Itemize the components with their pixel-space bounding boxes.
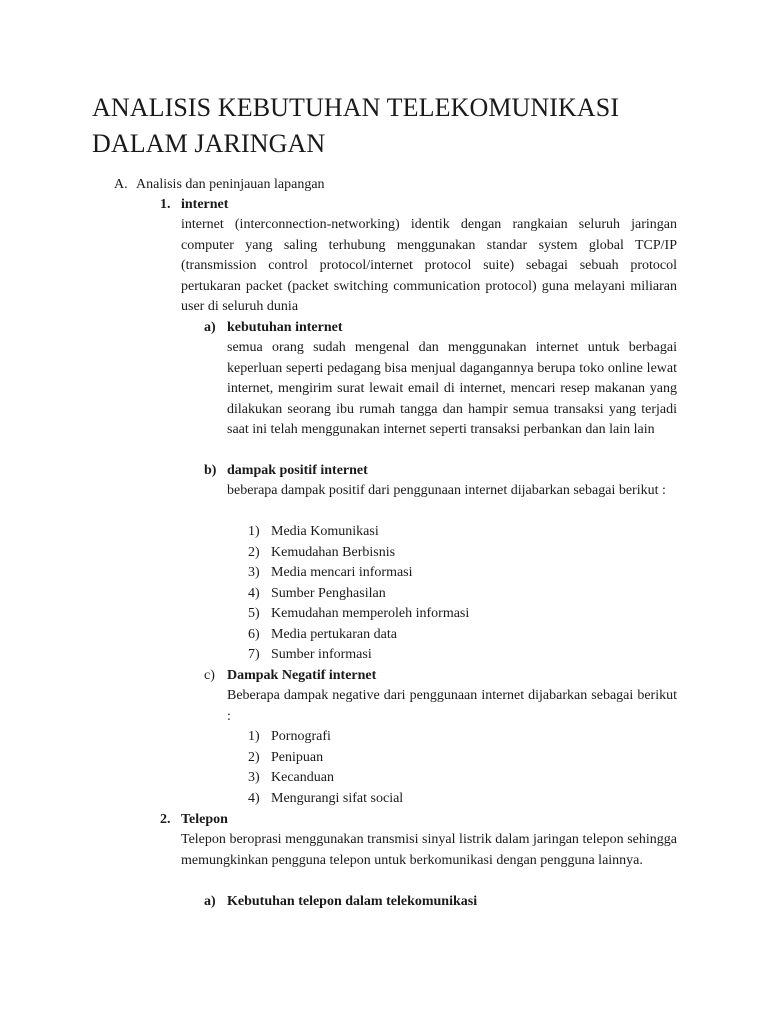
section-a-heading	[114, 175, 325, 196]
positive-impact-list	[248, 522, 469, 666]
section-a-marker: A.	[114, 177, 128, 192]
item-1-paragraph: internet (interconnection-networking) identik dengan rangkaian seluruh jaringan computer yang saling terhubung menggunakan standar system global TCP/IP (transmission control protocol/internet protocol suite) sebagai sebuah protocol pertukaran packet (packet switching communication protocol) guna melayani miliaran user di seluruh dunia	[181, 217, 677, 314]
item-1c-heading: Dampak Negatif internet	[227, 668, 377, 683]
item-2a-heading: Kebutuhan telepon dalam telekomunikasi	[227, 894, 478, 909]
list-item: 6) Media pertukaran data	[248, 626, 397, 642]
item-1a-heading: kebutuhan internet	[227, 320, 343, 335]
item-2-marker: 2.	[160, 812, 171, 827]
list-item: 4) Mengurangi sifat social	[248, 790, 404, 806]
item-2-paragraph: Telepon beroprasi menggunakan transmisi sinyal listrik dalam jaringan telepon sehingga memungkinkan pengguna telepon untuk berkomunikasi dengan pengguna lainnya.	[181, 832, 677, 868]
list-item: 2) Penipuan	[248, 749, 324, 765]
item-1-heading: internet	[181, 197, 229, 212]
item-1a-marker: a)	[204, 320, 216, 335]
item-1b-heading: dampak positif internet	[227, 463, 368, 478]
item-1b-marker: b)	[204, 463, 217, 478]
item-1-marker: 1.	[160, 197, 171, 212]
list-item: 4) Sumber Penghasilan	[248, 585, 386, 601]
list-item: 2) Kemudahan Berbisnis	[248, 544, 396, 560]
item-2a-marker: a)	[204, 894, 216, 909]
section-a-label: Analisis dan peninjauan lapangan	[136, 177, 325, 192]
list-item: 3) Kecanduan	[248, 770, 334, 785]
item-2-heading: Telepon	[181, 812, 228, 827]
list-item: 3) Media mencari informasi	[248, 565, 413, 580]
item-1b-paragraph: beberapa dampak positif dari penggunaan internet dijabarkan sebagai berikut :	[227, 483, 666, 498]
list-item: 5) Kemudahan memperoleh informasi	[248, 606, 470, 621]
item-1c-marker: c)	[204, 668, 215, 683]
list-item: 7) Sumber informasi	[248, 647, 372, 662]
list-item: 1) Media Komunikasi	[248, 524, 379, 539]
item-1c-paragraph: Beberapa dampak negative dari penggunaan internet dijabarkan sebagai berikut :	[227, 688, 677, 724]
item-1a-paragraph: semua orang sudah mengenal dan menggunakan internet untuk berbagai keperluan seperti pedagang bisa menjual dagangannya berupa toko online lewat internet, mengirim surat lewait email di internet, mencari resep makanan yang dilakukan seorang ibu rumah tangga dan hampir semua transaksi yang terjadi saat ini telah menggunakan internet seperti transaksi perbankan dan lain lain	[227, 340, 677, 437]
negative-impact-list	[248, 727, 403, 809]
list-item: 1) Pornografi	[248, 729, 331, 744]
document-title: ANALISIS KEBUTUHAN TELEKOMUNIKASI DALAM JARINGAN	[92, 93, 620, 158]
